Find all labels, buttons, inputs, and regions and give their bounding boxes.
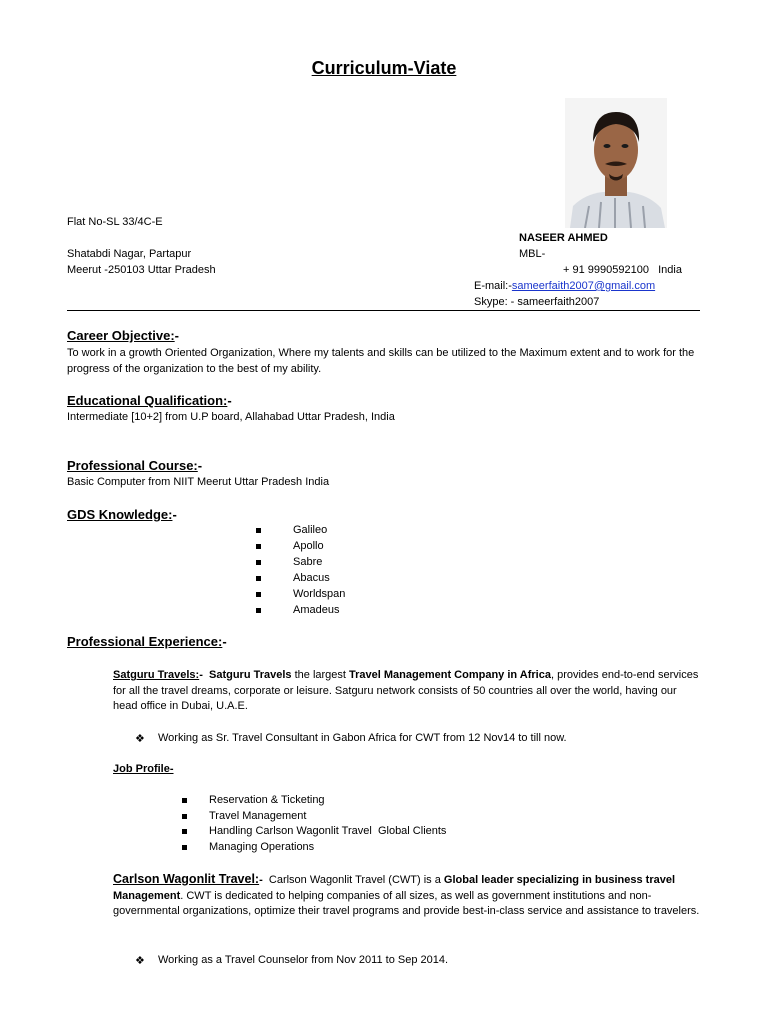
- education-text: Intermediate [10+2] from U.P board, Allahabad Uttar Pradesh, India: [67, 411, 395, 423]
- course-text: Basic Computer from NIIT Meerut Uttar Pradesh India: [67, 476, 330, 488]
- course-heading: Professional Course:-: [67, 458, 203, 473]
- mobile-label: MBL-: [519, 248, 546, 260]
- career-text: To work in a growth Oriented Organization, Where my talents and skills can be utilized to the Maximum extent and to work for the progress of the organization to the best of my ability.: [67, 347, 695, 375]
- address-line-1: Flat No-SL 33/4C-E: [67, 216, 163, 228]
- experience-heading: Professional Experience:-: [67, 634, 227, 649]
- phone-number: + 91 9990592100 India: [563, 264, 682, 276]
- skype-id: Skype: - sameerfaith2007: [474, 296, 600, 308]
- satguru-paragraph: Satguru Travels:- Satguru Travels the largest Travel Management Company in Africa, provides end-to-end services for all the travel dreams, corporate or leisure. Satguru network consists of 50 countries all over the world, having our head office in Dubai, U.A.E.: [113, 669, 699, 712]
- diamond-bullet-icon: ❖: [135, 733, 145, 745]
- diamond-bullet-icon: ❖: [135, 955, 145, 967]
- email-label: E-mail:-: [474, 280, 512, 292]
- career-heading: Career Objective:-: [67, 328, 180, 343]
- profile-photo: [565, 98, 667, 228]
- cwt-paragraph: Carlson Wagonlit Travel:- Carlson Wagonlit Travel (CWT) is a Global leader specializing in business travel Management. CWT is dedicated to helping companies of all sizes, as well as government institutions and non-governmental organizations, optimize their travel programs and provide best-in-class service and assistance to travelers.: [113, 872, 700, 917]
- email-line: [474, 280, 655, 292]
- email-link[interactable]: sameerfaith2007@gmail.com: [511, 280, 656, 292]
- candidate-name: NASEER AHMED: [519, 232, 608, 244]
- address-line-3: Meerut -250103 Uttar Pradesh: [67, 264, 216, 276]
- job-profile-label: Job Profile-: [113, 763, 174, 775]
- address-line-2: Shatabdi Nagar, Partapur: [67, 248, 192, 260]
- gds-heading: GDS Knowledge:-: [67, 507, 177, 522]
- document-title: Curriculum-Viate: [311, 58, 457, 78]
- education-heading: Educational Qualification:-: [67, 393, 232, 408]
- header-divider: [67, 310, 700, 311]
